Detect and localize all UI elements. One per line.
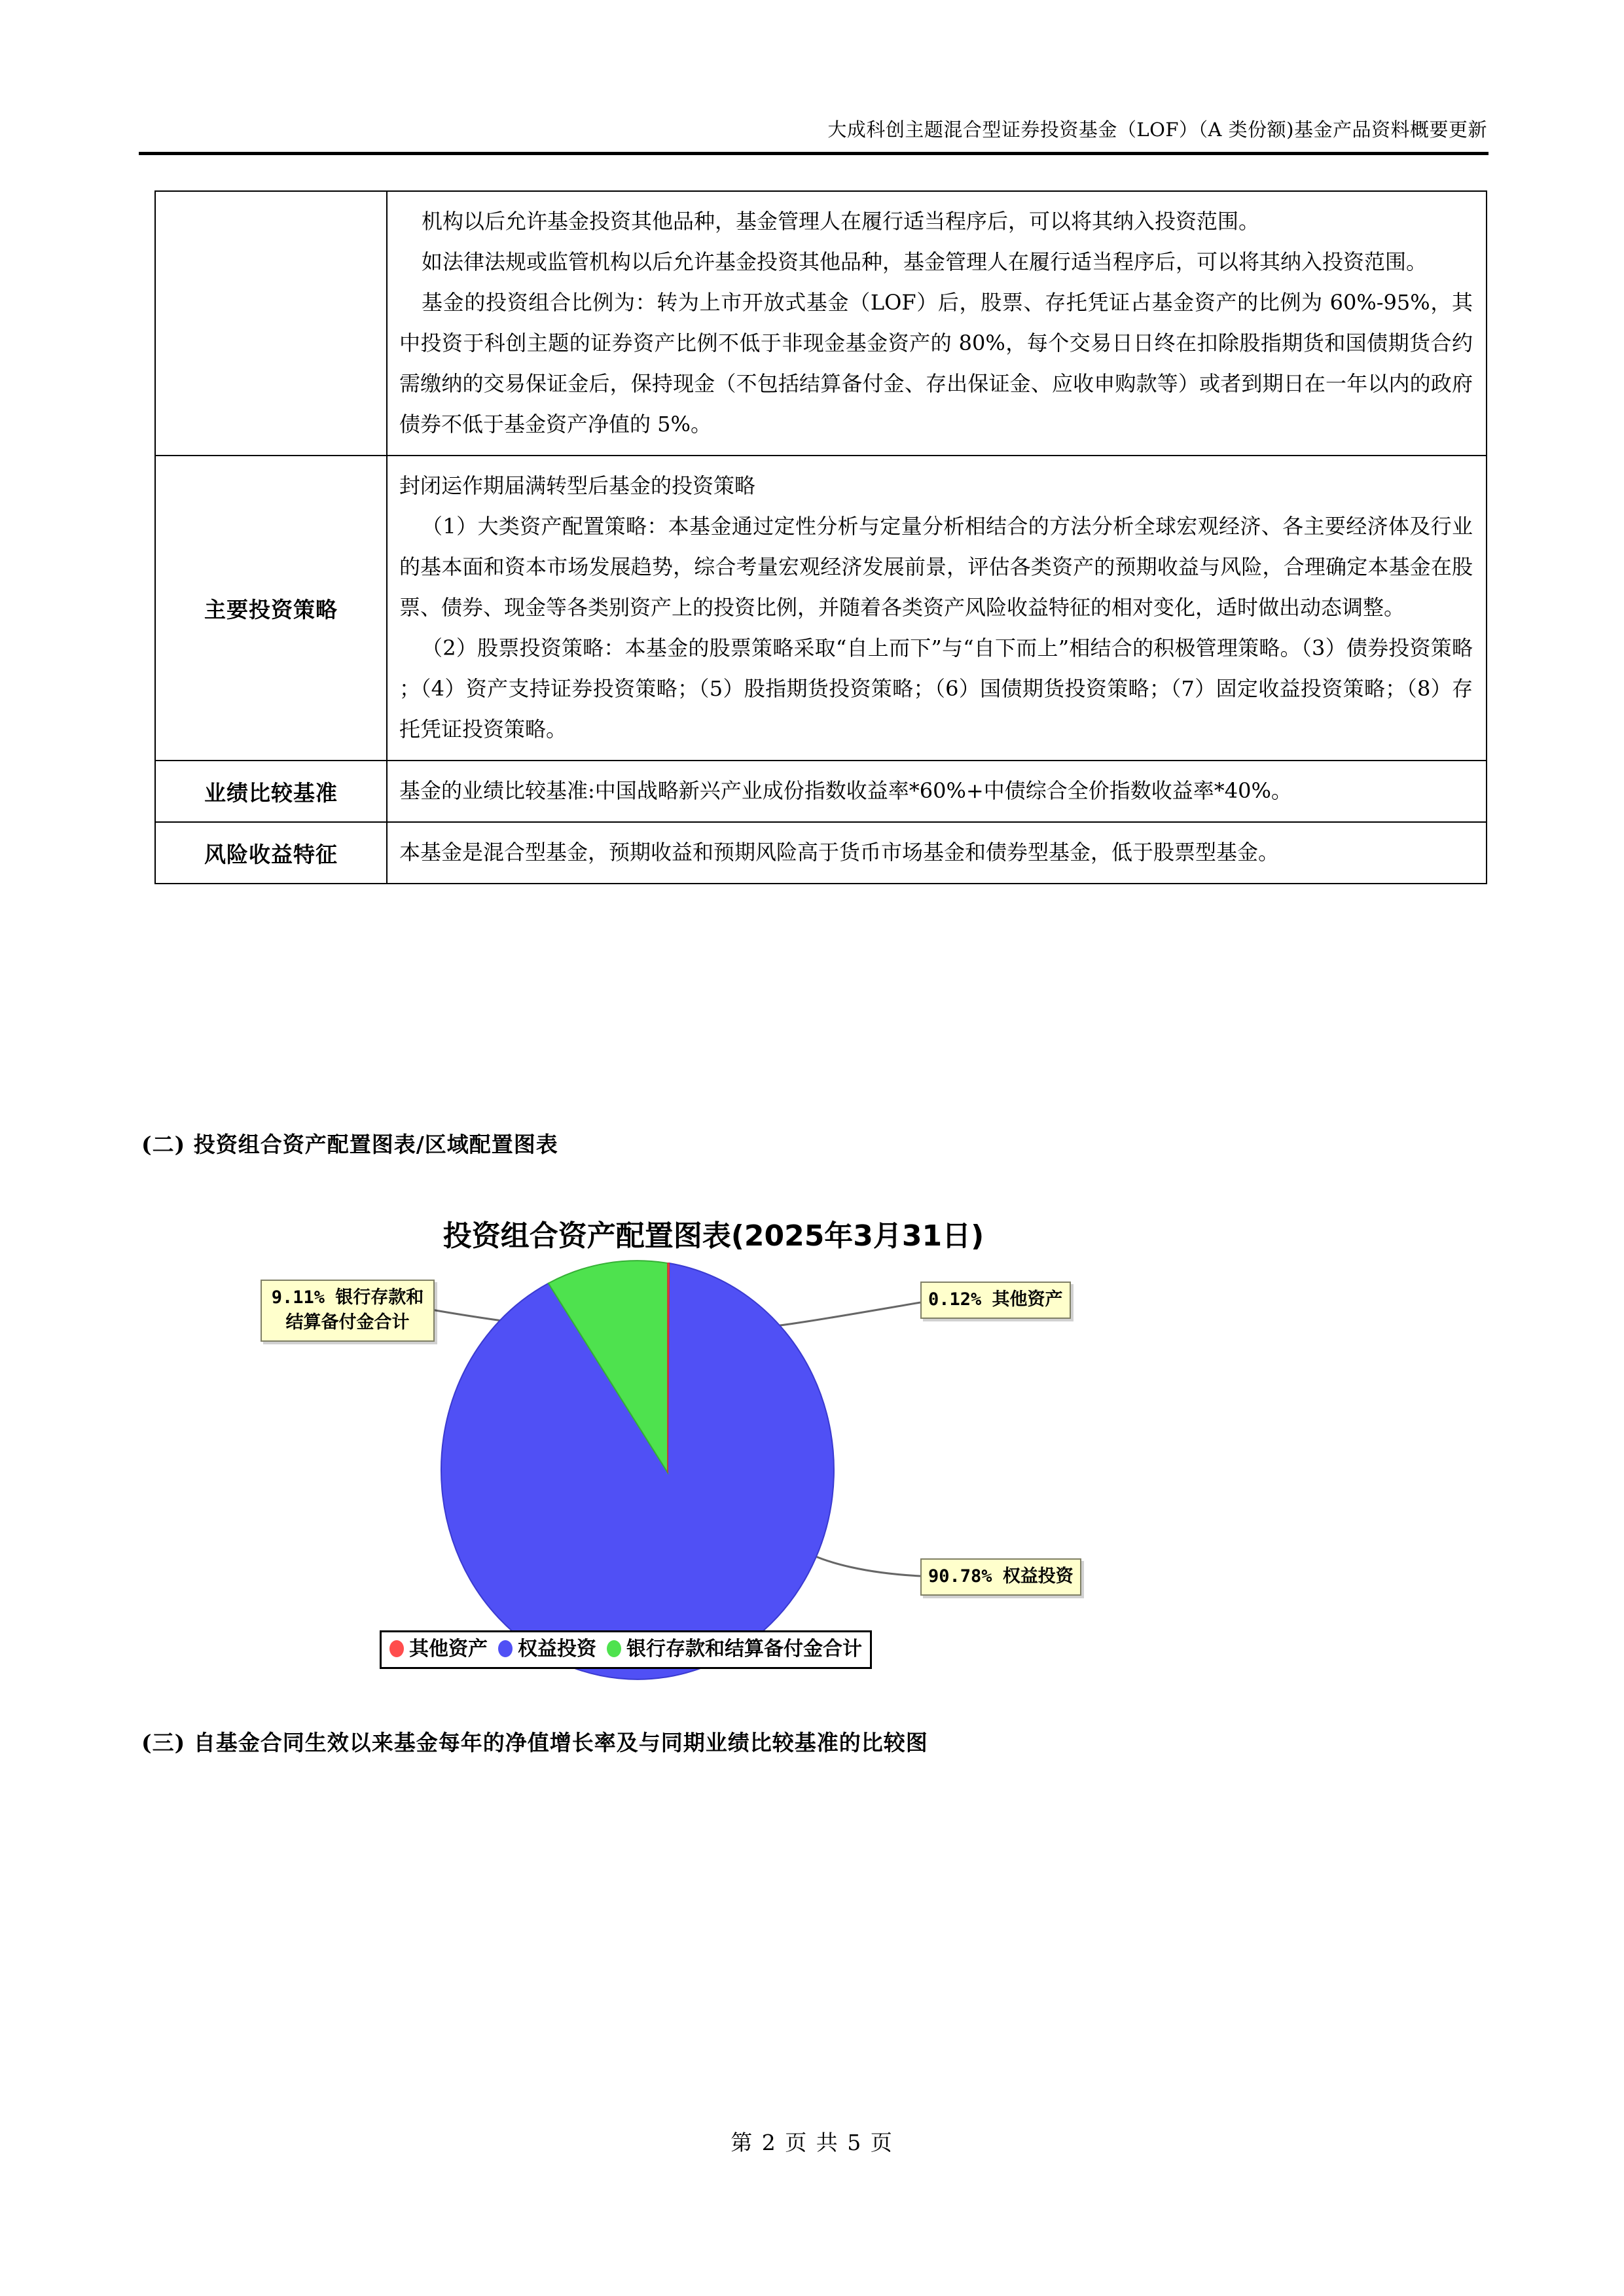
legend-swatch-icon <box>389 1640 404 1657</box>
row-content <box>387 761 1487 822</box>
chart-title: 投资组合资产配置图表(2025年3月31日) <box>442 1219 984 1253</box>
asset-allocation-pie-chart <box>249 1198 1178 1682</box>
paragraph: 机构以后允许基金投资其他品种，基金管理人在履行适当程序后，可以将其纳入投资范围。 <box>422 209 1260 234</box>
paragraph: 封闭运作期届满转型后基金的投资策略 <box>399 473 756 498</box>
legend-item-equity <box>498 1636 596 1662</box>
paragraph: （1）大类资产配置策略：本基金通过定性分析与定量分析相结合的方法分析全球宏观经济、各主要经济体及行业的基本面和资本市场发展趋势，综合考量宏观经济发展前景，评估各类资产的预期收益与风险，合理确定本基金在股票、债券、现金等各类别资产上的投资比例，并随着各类资产风险收益特征的相对变化，适时做出动态调整。 <box>399 514 1473 620</box>
callout-percent: 90.78% <box>928 1566 992 1587</box>
callout-label: 权益投资 <box>1002 1566 1074 1587</box>
legend-swatch-icon <box>607 1640 621 1657</box>
row-content <box>387 822 1487 884</box>
row-content <box>387 191 1487 456</box>
row-label <box>155 191 387 456</box>
section-heading-two: (二) 投资组合资产配置图表/区域配置图表 <box>141 1132 558 1157</box>
callout-label: 银行存款和结算备付金合计 <box>285 1287 424 1333</box>
callout-percent: 0.12% <box>928 1289 982 1310</box>
table-row <box>155 761 1487 822</box>
page-header-title: 大成科创主题混合型证券投资基金（LOF）（A 类份额)基金产品资料概要更新 <box>827 118 1487 141</box>
section-heading-three: (三) 自基金合同生效以来基金每年的净值增长率及与同期业绩比较基准的比较图 <box>141 1730 928 1755</box>
paragraph: 基金的业绩比较基准:中国战略新兴产业成份指数收益率*60%+中债综合全价指数收益率*40%。 <box>399 778 1292 803</box>
header-divider <box>139 152 1489 155</box>
legend-item-bank-deposit <box>607 1636 862 1662</box>
callout-bank-deposit <box>261 1280 435 1342</box>
row-label: 业绩比较基准 <box>155 761 387 822</box>
paragraph: 本基金是混合型基金，预期收益和预期风险高于货币市场基金和债券型基金，低于股票型基金。 <box>399 840 1280 865</box>
fund-info-table <box>154 190 1487 884</box>
table-row <box>155 822 1487 884</box>
paragraph: 如法律法规或监管机构以后允许基金投资其他品种，基金管理人在履行适当程序后，可以将其纳入投资范围。 <box>422 249 1428 274</box>
legend-item-other-assets <box>389 1636 488 1662</box>
table-row <box>155 191 1487 456</box>
paragraph: 基金的投资组合比例为：转为上市开放式基金（LOF）后，股票、存托凭证占基金资产的比例为 60%-95%，其中投资于科创主题的证券资产比例不低于非现金基金资产的 80%，每个交易日日终在扣除股指期货和国债期货合约需缴纳的交易保证金后，保持现金（不包括结算备付金、存出保证金、应收申购款等）或者到期日在一年以内的政府债券不低于基金资产净值的 5%。 <box>399 290 1473 437</box>
pie-chart-graphic <box>249 1198 1178 1682</box>
table-row <box>155 456 1487 761</box>
callout-other-assets <box>920 1282 1071 1319</box>
callout-equity-investment <box>920 1558 1081 1596</box>
callout-percent: 9.11% <box>271 1287 325 1308</box>
page-footer: 第 2 页 共 5 页 <box>731 2130 893 2155</box>
legend-label: 银行存款和结算备付金合计 <box>626 1638 862 1660</box>
legend-label: 权益投资 <box>518 1638 596 1660</box>
chart-legend <box>380 1630 872 1669</box>
row-content <box>387 456 1487 761</box>
paragraph: （2）股票投资策略：本基金的股票策略采取“自上而下”与“自下而上”相结合的积极管理策略。（3）债券投资策略 ；（4）资产支持证券投资策略；（5）股指期货投资策略；（6）国债期货投资策略；（7）固定收益投资策略；（8）存托凭证投资策略。 <box>399 636 1473 742</box>
legend-label: 其他资产 <box>409 1638 488 1660</box>
row-label: 风险收益特征 <box>155 822 387 884</box>
legend-swatch-icon <box>498 1640 513 1657</box>
callout-label: 其他资产 <box>992 1289 1063 1310</box>
row-label: 主要投资策略 <box>155 456 387 761</box>
